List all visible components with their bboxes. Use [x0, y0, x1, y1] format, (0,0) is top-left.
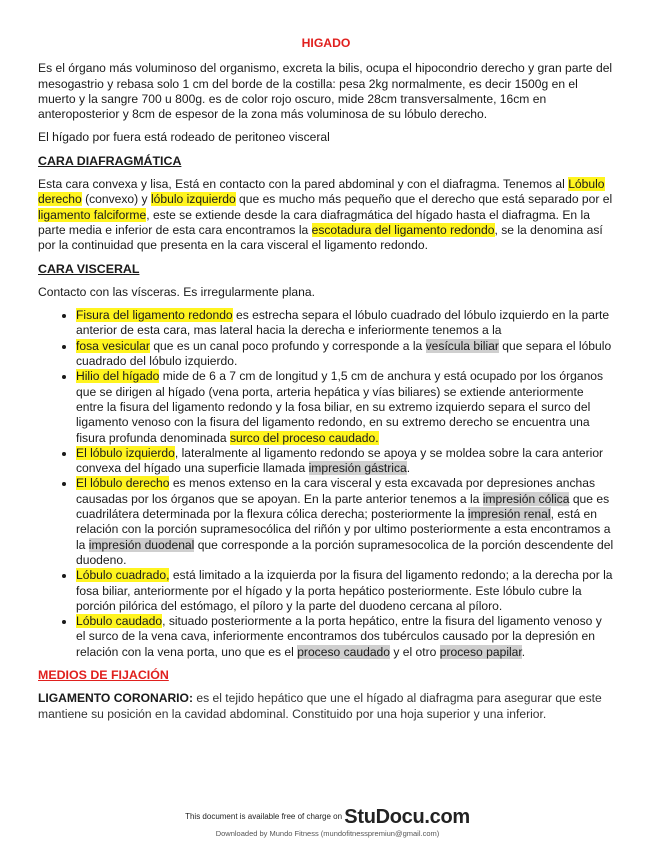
- text-run: que separa el lóbulo cuadrado del lóbulo izquierdo.: [76, 338, 612, 369]
- studocu-logo-link[interactable]: StuDocu.com: [344, 806, 470, 828]
- highlight-term: Fisura del ligamento redondo: [76, 308, 233, 323]
- footer-free-text: This document is available free of charge on: [185, 812, 343, 821]
- gray-highlight-term: impresión cólica: [482, 491, 570, 506]
- highlight-escotadura: escotadura del ligamento redondo: [311, 222, 495, 237]
- text-run: mide de 6 a 7 cm de longitud y 1,5 cm de anchura y está ocupado por los órganos que se dirigen al hígado (vena porta, arteria hepática y vías biliares) se extiende anteriormente entre la fisura del ligamento redondo y la fosa biliar, en su extremo izquierdo separa el surco del ligamento venoso con la fisura del ligamento redondo, en su extremo derecho se encuentra una fisura profunda denominada: [76, 369, 604, 445]
- peritoneo-paragraph: El hígado por fuera está rodeado de peritoneo visceral: [38, 130, 330, 145]
- intro-paragraph: Es el órgano más voluminoso del organismo, excreta la bilis, ocupa el hipocondrio derecho y gran parte del mesogastrio y rebasa solo 1 cm del borde de la costilla: pesa 2kg normalmente, es decir 1500g en el muerto y la sangre 700 u 800g. es de color rojo oscuro, mide 28cm transversalmente, 16cm en anteroposterior y 8cm de espesor de la zona más voluminosa de su lóbulo derecho.: [38, 61, 613, 122]
- gray-highlight-term: vesícula biliar: [425, 338, 499, 353]
- highlight-term: El lóbulo izquierdo: [76, 445, 175, 460]
- highlight-lobulo-derecho: Lóbulo derecho: [38, 177, 605, 207]
- list-item: [76, 568, 614, 614]
- text-run: , se la denomina así por la continuidad que presenta en la cara visceral el ligamento redondo.: [38, 222, 603, 253]
- highlight-term: fosa vesicular: [76, 338, 150, 353]
- text-run: que corresponde a la porción supramesocolica de la porción descendente del duodeno.: [76, 537, 614, 567]
- ligamento-coronario-label: LIGAMENTO CORONARIO:: [38, 691, 193, 706]
- text-run: es estrecha separa el lóbulo cuadrado del lóbulo izquierdo en la parte anterior de esta cara, mas lateral hacia la derecha e inferiormente tenemos a la: [76, 308, 610, 338]
- text-run: y el otro: [390, 644, 440, 659]
- list-item: [76, 446, 614, 477]
- text-run: es el tejido hepático que une el hígado al diafragma para asegurar que este mantiene su posición en la cavidad abdominal. Constituido por una hoja superior y una inferior.: [38, 691, 602, 721]
- text-run: , este se extiende desde la cara diafragmática del hígado hasta el diafragma. En la parte media e inferior de esta cara encontramos la: [38, 207, 590, 237]
- text-run: está limitado a la izquierda por la fisura del ligamento redondo; a la derecha por la fosa biliar, anteriormente por el hígado y la porta hepático posteriormente. Este lóbulo cubre la porción pilórica del estómago, el píloro y la parte del duodeno cercana al píloro.: [76, 568, 613, 613]
- document-title: HIGADO: [301, 36, 351, 50]
- highlight-ligamento-falciforme: ligamento falciforme: [38, 207, 147, 222]
- highlight-term: Lóbulo caudado: [76, 614, 163, 629]
- gray-highlight-term: proceso papilar: [439, 644, 522, 659]
- text-run: , está en relación con la porción supramesocólica del riñón y por ultimo posteriormente a esta encontramos a la: [76, 507, 611, 552]
- highlight-term: surco del proceso caudado.: [229, 430, 379, 445]
- gray-highlight-term: impresión renal: [467, 507, 551, 522]
- highlight-lobulo-izquierdo: lóbulo izquierdo: [150, 192, 236, 207]
- gray-highlight-term: impresión duodenal: [88, 537, 195, 552]
- text-run: que es un canal poco profundo y corresponde a la: [149, 338, 426, 353]
- text-run: que es mucho más pequeño que el derecho que está separado por el: [235, 192, 613, 207]
- text-run: es menos extenso en la cara visceral y esta excavada por depresiones anchas causadas por los órganos que se apoyan. En la parte anterior tenemos a la: [76, 476, 596, 506]
- text-run: Esta cara convexa y lisa, Está en contacto con la pared abdominal y con el diafragma. Tenemos al: [38, 177, 569, 192]
- cara-visceral-list: [38, 308, 614, 660]
- footer-download-info: Downloaded by Mundo Fitness (mundofitnesspremiun@gmail.com): [215, 829, 440, 838]
- text-run: (convexo) y: [81, 192, 151, 207]
- text-run: que es cuadrilátera determinada por la flexura cólica derecha; posteriormente la: [76, 491, 610, 522]
- cara-diafragmatica-heading: CARA DIAFRAGMÁTICA: [38, 153, 182, 168]
- text-run: .: [406, 461, 411, 476]
- list-item: [76, 476, 614, 568]
- text-run: .: [521, 644, 526, 659]
- text-run: , situado posteriormente a la porta hepático, entre la fisura del ligamento venoso y el surco de la vena cava, inferiormente encontramos dos tubérculos causado por la depresión en relación con la vena porta, uno que es el: [76, 614, 602, 659]
- document-page: [38, 36, 614, 730]
- cara-visceral-heading: CARA VISCERAL: [38, 261, 140, 276]
- medios-fijacion-heading: MEDIOS DE FIJACIÓN: [38, 667, 169, 682]
- highlight-term: Lóbulo cuadrado,: [76, 568, 170, 583]
- footer-source: [0, 806, 655, 829]
- text-run: , lateralmente al ligamento redondo se apoya y se moldea sobre la cara anterior convexa del hígado una superficie llamada: [76, 445, 604, 476]
- list-item: [76, 614, 614, 660]
- gray-highlight-term: proceso caudado: [297, 644, 390, 659]
- ligamento-coronario-paragraph: [38, 691, 614, 722]
- gray-highlight-term: impresión gástrica: [308, 461, 407, 476]
- list-item: [76, 308, 614, 339]
- highlight-term: Hilio del hígado: [76, 369, 160, 384]
- cara-visceral-intro: Contacto con las vísceras. Es irregularmente plana.: [38, 284, 315, 299]
- list-item: [76, 339, 614, 370]
- list-item: [76, 369, 614, 445]
- highlight-term: El lóbulo derecho: [76, 476, 170, 491]
- cara-diafragmatica-paragraph: [38, 177, 614, 253]
